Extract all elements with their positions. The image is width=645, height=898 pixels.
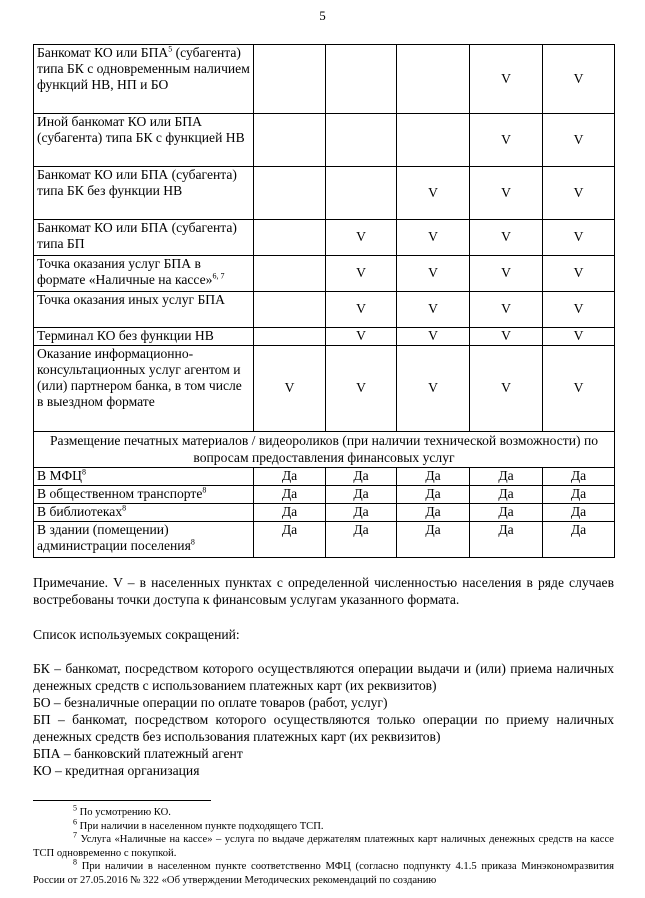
table-cell: Да [254,504,326,522]
table-cell: Да [397,486,470,504]
row-label: Точка оказания иных услуг БПА [34,292,254,328]
table-cell: V [470,328,543,346]
table-cell: V [470,114,543,167]
table-cell: V [543,167,615,220]
row-label: Точка оказания услуг БПА в формате «Наличные на кассе»$^{6, 7}$ [34,256,254,292]
abbreviation-item: БО – безналичные операции по оплате товаров (работ, услуг) [33,695,388,710]
abbreviations-title: Список используемых сокращений: [33,627,240,642]
table-cell [326,45,397,114]
table-cell [326,167,397,220]
table-cell [326,114,397,167]
table-row [34,346,615,432]
table-note: Примечание. V – в населенных пунктах с определенной численностью населения в ряде случаев востребованы точки доступа к финансовым услугам указанного формата. [33,575,614,607]
table-row [34,45,615,114]
footnotes [33,803,614,888]
row-label: Иной банкомат КО или БПА (субагента) типа БК с функцией НВ [34,114,254,167]
table-cell: Да [543,504,615,522]
table-cell [254,45,326,114]
table-cell: V [543,328,615,346]
table-cell [254,114,326,167]
table-row [34,167,615,220]
table-cell [254,328,326,346]
table-cell: V [543,220,615,256]
access-points-table [33,44,615,558]
table-cell: V [326,292,397,328]
table-cell: V [470,292,543,328]
section-header: Размещение печатных материалов / видеороликов (при наличии технической возможности) по вопросам предоставления финансовых услуг [34,432,615,468]
table-row [34,292,615,328]
table-cell: Да [326,504,397,522]
table-row [34,522,615,558]
table-cell: Да [397,468,470,486]
page-number: 5 [319,8,326,23]
footnote-separator [33,800,211,801]
row-label: В МФЦ$^8$ [34,468,254,486]
table-cell: V [326,346,397,432]
table-cell [397,45,470,114]
abbreviation-item: БП – банкомат, посредством которого осуществляются только операции по приему наличных денежных средств без использования платежных карт (их реквизитов) [33,712,614,744]
table-cell: Да [470,522,543,558]
row-label: Банкомат КО или БПА (субагента) типа БП [34,220,254,256]
table-cell: V [397,256,470,292]
footnote: $^6$ При наличии в населенном пункте подходящего ТСП. [73,817,324,832]
abbreviation-item: КО – кредитная организация [33,763,200,778]
table-cell: V [470,220,543,256]
table-cell: V [397,167,470,220]
section-header-row [34,432,615,468]
table-cell [254,292,326,328]
table-cell: Да [397,504,470,522]
abbreviations-list [33,660,614,779]
row-label: В библиотеках$^8$ [34,504,254,522]
abbreviation-item: БПА – банковский платежный агент [33,746,243,761]
table-row [34,114,615,167]
row-label: В здании (помещении) администрации поселения$^8$ [34,522,254,558]
table-cell: Да [326,522,397,558]
footnote: $^5$ По усмотрению КО. [73,803,171,818]
table-cell: Да [254,468,326,486]
abbreviation-item: БК – банкомат, посредством которого осуществляются операции выдачи и (или) приема наличных денежных средств с использованием платежных карт (их реквизитов) [33,661,614,693]
row-label: В общественном транспорте$^8$ [34,486,254,504]
table-cell: V [543,114,615,167]
table-cell: V [326,256,397,292]
table-row [34,328,615,346]
table-cell: Да [254,486,326,504]
table-cell [254,167,326,220]
row-label: Оказание информационно-консультационных услуг агентом и (или) партнером банка, в том числе в выездном формате [34,346,254,432]
table-row [34,504,615,522]
table-cell [397,114,470,167]
table-cell: Да [326,486,397,504]
table-cell: V [470,346,543,432]
table-cell: V [397,220,470,256]
table-cell: V [543,292,615,328]
table-cell: Да [543,522,615,558]
table-row [34,486,615,504]
table-cell: Да [470,504,543,522]
table-cell: V [470,256,543,292]
table-cell [254,220,326,256]
table-cell: V [543,346,615,432]
row-label: Банкомат КО или БПА (субагента) типа БК без функции НВ [34,167,254,220]
table-cell: V [470,167,543,220]
table-row [34,256,615,292]
row-label: Банкомат КО или БПА$^5$ (субагента) типа БК с одновременным наличием функций НВ, НП и БО [34,45,254,114]
table-cell: V [326,328,397,346]
table-cell: V [254,346,326,432]
table-cell: V [397,328,470,346]
row-label: Терминал КО без функции НВ [34,328,254,346]
table-row [34,220,615,256]
table-cell: V [326,220,397,256]
table-cell: Да [470,468,543,486]
table-cell [254,256,326,292]
table-cell: Да [470,486,543,504]
table-cell: Да [543,486,615,504]
table-cell: Да [326,468,397,486]
footnote: $^8$ При наличии в населенном пункте соответственно МФЦ (согласно подпункту 4.1.5 приказа Минэкономразвития России от 27.05.2016 № 322 «Об утверждении Методических рекомендаций по созданию [33,857,614,886]
table-cell: Да [397,522,470,558]
table-row [34,468,615,486]
footnote: $^7$ Услуга «Наличные на кассе» – услуга по выдаче держателям платежных карт наличных денежных средств на кассе ТСП одновременно с покупкой. [33,830,614,859]
table-cell: Да [543,468,615,486]
table-cell: V [470,45,543,114]
table-cell: V [543,45,615,114]
table-cell: Да [254,522,326,558]
table-cell: V [397,292,470,328]
table-cell: V [397,346,470,432]
table-cell: V [543,256,615,292]
